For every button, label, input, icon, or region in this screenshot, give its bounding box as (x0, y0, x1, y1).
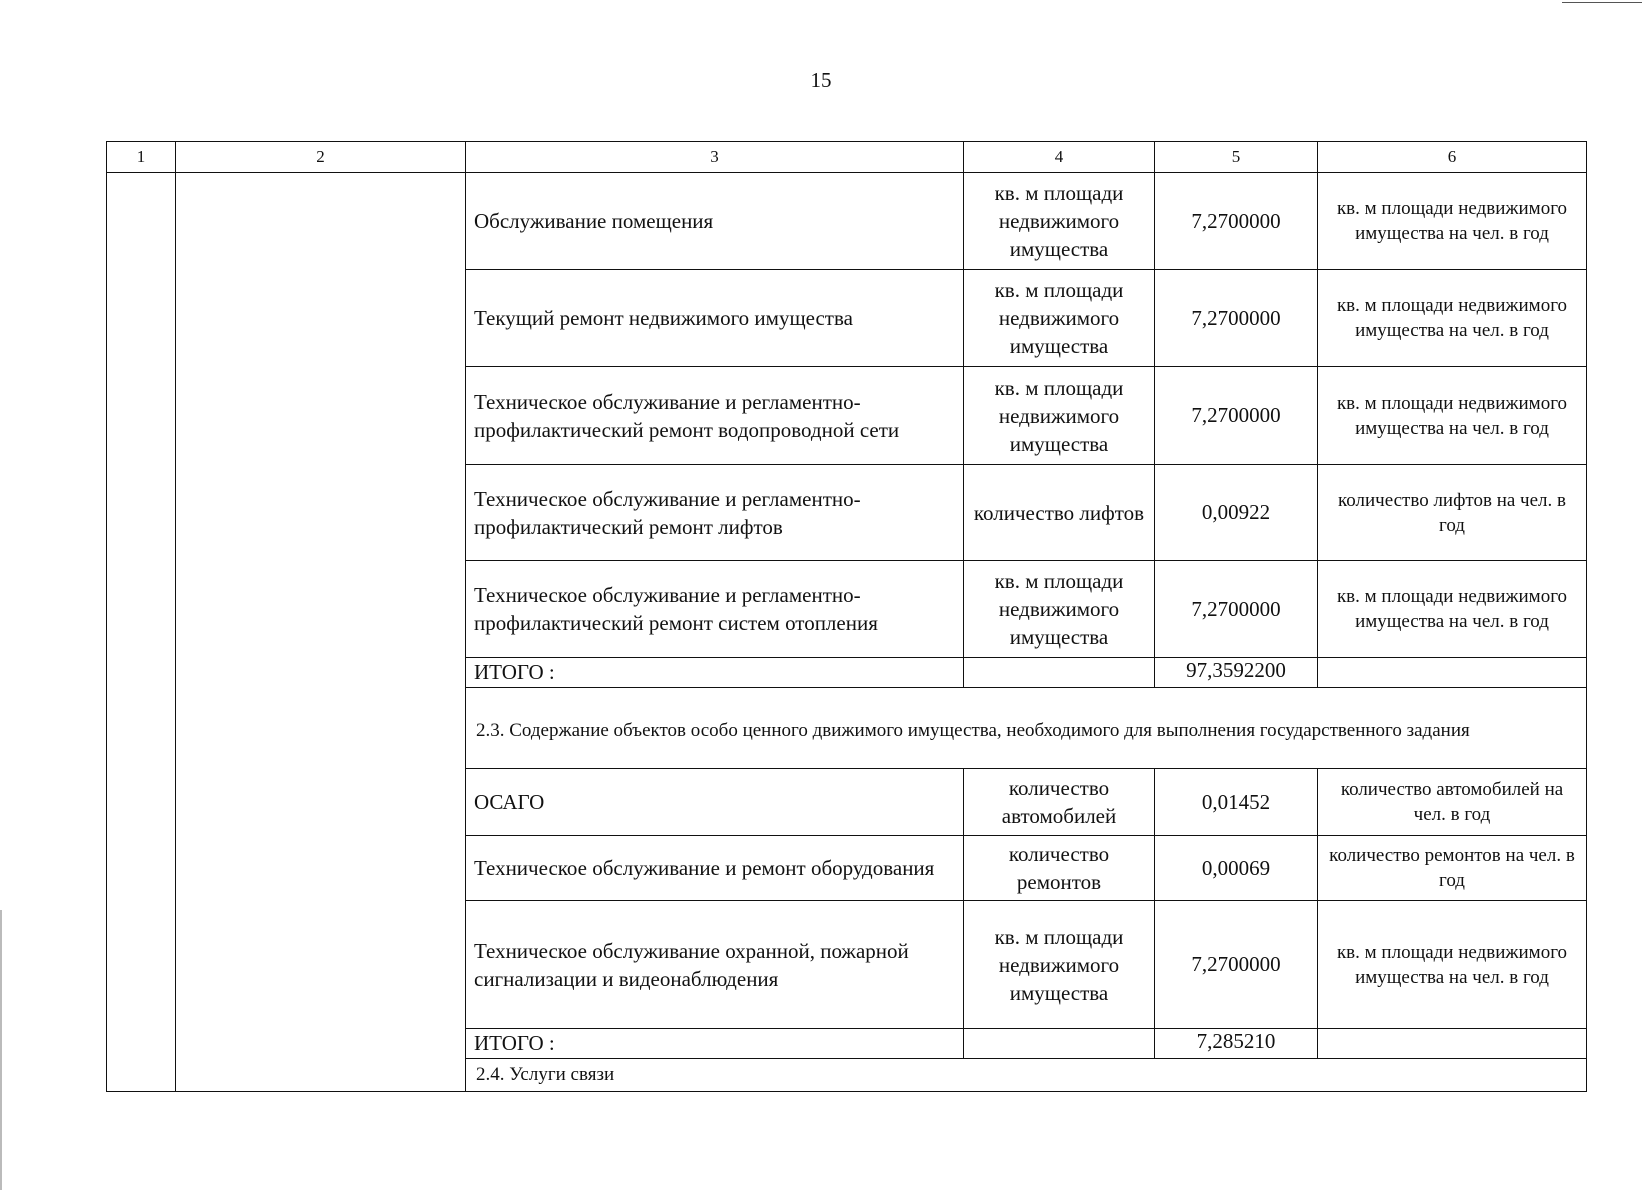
unit-cell: количество лифтов (964, 465, 1155, 561)
page-number: 15 (810, 68, 832, 92)
service-name: Техническое обслуживание и регламентно-профилактический ремонт водопроводной сети (466, 367, 964, 465)
value-cell: 0,00922 (1155, 465, 1318, 561)
column-number: 1 (107, 142, 176, 173)
service-name: Техническое обслуживание и регламентно-профилактический ремонт лифтов (466, 465, 964, 561)
total-value: 97,3592200 (1155, 658, 1318, 688)
norm-unit-cell: кв. м площади недвижимого имущества на чел. в год (1318, 561, 1587, 658)
empty-cell (964, 658, 1155, 688)
total-label: ИТОГО : (466, 1029, 964, 1059)
total-label: ИТОГО : (466, 658, 964, 688)
norm-unit-cell: кв. м площади недвижимого имущества на чел. в год (1318, 270, 1587, 367)
unit-cell: количество автомобилей (964, 769, 1155, 836)
value-cell: 7,2700000 (1155, 367, 1318, 465)
value-cell: 7,2700000 (1155, 901, 1318, 1029)
norm-unit-cell: кв. м площади недвижимого имущества на чел. в год (1318, 901, 1587, 1029)
norm-unit-cell: кв. м площади недвижимого имущества на чел. в год (1318, 173, 1587, 270)
unit-cell: кв. м площади недвижимого имущества (964, 173, 1155, 270)
value-cell: 0,00069 (1155, 836, 1318, 901)
section-heading: 2.3. Содержание объектов особо ценного движимого имущества, необходимого для выполнения государственного задания (466, 688, 1587, 769)
unit-cell: кв. м площади недвижимого имущества (964, 561, 1155, 658)
service-name: Техническое обслуживание и ремонт оборудования (466, 836, 964, 901)
service-name: Техническое обслуживание и регламентно-профилактический ремонт систем отопления (466, 561, 964, 658)
column-number: 3 (466, 142, 964, 173)
column-number-row (107, 142, 1587, 173)
empty-cell (964, 1029, 1155, 1059)
column-number: 5 (1155, 142, 1318, 173)
service-name: Текущий ремонт недвижимого имущества (466, 270, 964, 367)
scan-edge-mark (0, 910, 2, 1190)
value-cell: 0,01452 (1155, 769, 1318, 836)
service-name: ОСАГО (466, 769, 964, 836)
empty-cell (1318, 658, 1587, 688)
norm-unit-cell: кв. м площади недвижимого имущества на чел. в год (1318, 367, 1587, 465)
value-cell: 7,2700000 (1155, 270, 1318, 367)
unit-cell: кв. м площади недвижимого имущества (964, 270, 1155, 367)
empty-cell-col1 (107, 173, 176, 1092)
value-cell: 7,2700000 (1155, 561, 1318, 658)
total-value: 7,285210 (1155, 1029, 1318, 1059)
top-margin-rule (1562, 2, 1642, 3)
unit-cell: кв. м площади недвижимого имущества (964, 367, 1155, 465)
column-number: 4 (964, 142, 1155, 173)
value-cell: 7,2700000 (1155, 173, 1318, 270)
norms-table (106, 141, 1587, 1092)
empty-cell (1318, 1029, 1587, 1059)
service-name: Техническое обслуживание охранной, пожарной сигнализации и видеонаблюдения (466, 901, 964, 1029)
unit-cell: кв. м площади недвижимого имущества (964, 901, 1155, 1029)
norm-unit-cell: количество лифтов на чел. в год (1318, 465, 1587, 561)
norm-unit-cell: количество ремонтов на чел. в год (1318, 836, 1587, 901)
column-number: 2 (176, 142, 466, 173)
service-name: Обслуживание помещения (466, 173, 964, 270)
section-heading: 2.4. Услуги связи (466, 1059, 1587, 1092)
column-number: 6 (1318, 142, 1587, 173)
norm-unit-cell: количество автомобилей на чел. в год (1318, 769, 1587, 836)
table-row (107, 173, 1587, 270)
unit-cell: количество ремонтов (964, 836, 1155, 901)
empty-cell-col2 (176, 173, 466, 1092)
